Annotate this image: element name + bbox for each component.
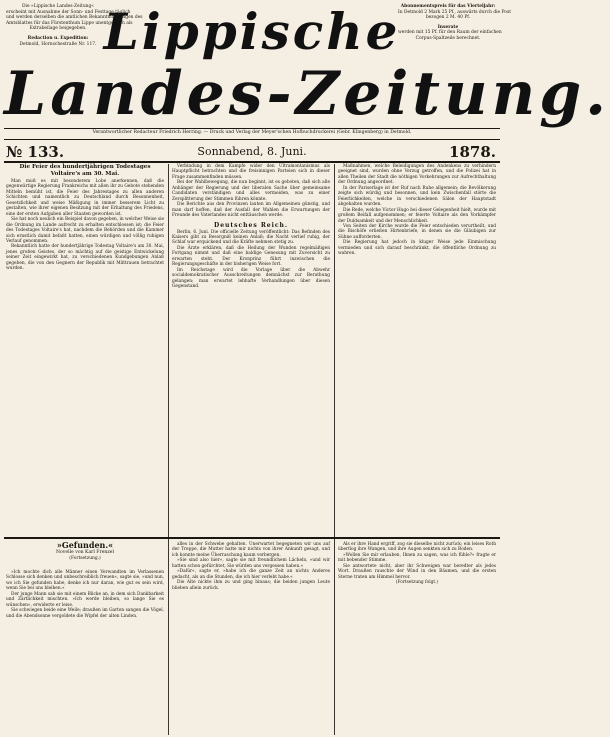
article-paragraph: Man muß es mit besonderem Lobe anerkennen, daß die gegenwärtige Regierung Frankreichs mit allen ihr zu Gebote stehenden Mitteln bemüht ist, die Feier des Jahrestages zu allen anderen Schichten und namentlich zu Deutschland durch Besonnenheit, Gesetzlichkeit und weise Mäßigung in immer besserem Licht zu gestalten, wie ihrer eigenen Besitzung mit der Erhaltung des Friedens, eine der ersten Aufgaben aller Staaten geworden ist. [6,179,164,217]
masthead-right-line: Abonnementspreis für das Vierteljahr: [400,4,496,9]
masthead-left-line: Extrabeilage beigegeben. [29,26,87,32]
feuilleton-continuation: (Fortsetzung.) [69,556,101,561]
feuilleton-subtitle: Novelle von Karl Frenzel [56,550,114,555]
feuilleton-title: »Gefunden.« [56,540,114,550]
masthead-left-line: Redaction u. Expedition: [27,35,89,41]
article-paragraph: Die Rede, welche Victor Hugo bei dieser Gelegenheit hielt, wurde mit großem Beifall aufgenommen; er feierte Voltaire als den Vorkämpfer der Duldsamkeit und der Menschlichkeit. [338,207,496,224]
feuilleton-column-2 [172,542,330,735]
article-paragraph: Verbindung in dem Kampfe wider den Ultramontanismus als Hauptpflicht betrachten und die freisinnigen Parteien sich in dieser Frage zusammenfinden müssen. [172,164,330,180]
issue-year: 1878. [449,143,496,161]
article-paragraph: Im Reichstage wird die Vorlage über die Abwehr socialdemokratischer Ausschreitungen demnächst zur Berathung gelangen; man erwartet lebhafte Verhandlungen über diesen Gegenstand. [172,267,330,290]
feuilleton-column-1 [6,570,164,735]
feuilleton-rule [4,537,500,539]
masthead-left-line: erscheint mit Ausnahme der Sonn- und Festtage täglich [6,9,131,15]
masthead-right-line: In Detmold 2 Mark 25 Pf., auswärts durch die Post [398,9,511,15]
feuilleton-paragraph: Sie antwortete nicht, aber ihr Schweigen war beredter als jedes Wort. Draußen rauschte der Wind in den Bäumen, und die ersten Sterne traten am Himmel hervor. [338,563,496,580]
article-paragraph: Die Ärzte erklären, daß die Heilung der Wunden regelmäßigen Fortgang nimmt und daß eine baldige Genesung mit Zuversicht zu erwarten steht. Der Kronprinz führt inzwischen die Regierungsgeschäfte in der bisherigen Weise fort. [172,245,330,268]
column-divider [168,164,169,735]
feuilleton-paragraph: Die Alte nickte ihm zu und ging hinaus; die beiden jungen Leute blieben allein zurück. [172,580,330,591]
article-paragraph: Maßnahmen, welche Beleidigungen des Andenkens zu verhindern geeignet sind, wurden ohne Verzug getroffen, und die Polizei hat in allen Theilen der Stadt die nöthigen Vorkehrungen zur Aufrechthaltung der Ordnung angeordnet. [338,164,496,186]
masthead-right-line: werden mit 15 Pf. für den Raum der einfachen [398,30,502,36]
newspaper-title-line2: Landes-Zeitung. [4,59,610,129]
masthead-left-line: Amtsblattes für das Fürstenthum Lippe unentgeltlich als [6,20,133,26]
masthead-left-line: Detmold, Hornschestraße Nr. 117. [19,41,97,47]
feuilleton-paragraph: Als er ihre Hand ergriff, zog sie dieselbe nicht zurück; ein leises Roth überflog ihre Wangen, und ihre Augen senkten sich zu Boden. [338,542,496,553]
issue-rule [4,161,500,163]
feuilleton-paragraph: »Ich mochte dich alle Männer einen Verwandten im Verlassenen Schlosse sich denken und unbeschreiblich freuen«, sagte sie, »und nun, wo ich Sie gefunden habe, denke ich nur daran, wie gut es sein wird, wenn Sie bei uns bleiben.« [6,570,164,592]
issue-date: Sonnabend, 8. Juni. [197,145,307,158]
newspaper-page [4,2,610,735]
section-heading-deutsches-reich: Deutsches Reich. [213,221,289,229]
masthead-right-line: Inserate [437,24,459,30]
feuilleton-paragraph: »Dafür«, sagte er, »habe ich die ganze Zeit an nichts Anderes gedacht, als an die Stunden, die ich hier verlebt habe.« [172,569,330,580]
masthead-right-line: Corpus-Spaltzeile berechnet. [415,35,481,41]
masthead-right-line: bezogen 2 M. 40 Pf. [425,15,471,21]
article-column-2 [172,164,330,534]
column-divider [334,164,335,735]
article-paragraph: Berlin, 6. Juni. Die officielle Zeitung veröffentlicht: Das Befinden des Kaisers gibt zu Besorgniß keinen Anlaß; die Nacht verlief ruhig, der Schlaf war erquickend und die Kräfte nehmen stetig zu. [172,229,330,246]
article-column-3 [338,164,496,534]
feuilleton-paragraph: Sie schwiegen beide eine Weile; draußen im Garten sangen die Vögel, und die Abendsonne vergoldete die Wipfel der alten Linden. [6,608,164,619]
article-heading: Die Feier des hundertjährigen Todestages Voltaire's am 30. Mai. [19,164,151,177]
feuilleton-paragraph: (Fortsetzung folgt.) [395,580,439,586]
article-paragraph: Die Regierung hat jedoch in kluger Weise jede Einmischung vermieden und sich darauf beschränkt, die öffentliche Ordnung zu wahren. [338,240,496,257]
masthead-left-line: Die »Lippische Landes-Zeitung« [22,4,94,9]
feuilleton-paragraph: »Wollen Sie mir erlauben, Ihnen zu sagen, was ich fühle?« fragte er mit bebender Stimme. [338,552,496,564]
feuilleton-column-3 [338,542,496,735]
article-paragraph: Von Seiten der Kirche wurde die Feier entschieden verurtheilt, und die Bischöfe erließen Hirtenbriefe, in denen sie die Gläubigen zur Sühne aufforderten. [338,223,496,240]
article-paragraph: Bei der Wahlbewegung, die nun beginnt, ist es geboten, daß sich alle Anhänger der Regierung und der liberalen Sache über gemeinsame Candidaten verständigen und alles vermeiden, was zu einer Zersplitterung der Stimmen führen könnte. [172,180,330,202]
newspaper-title-line1: Lippische [103,2,401,61]
article-paragraph: Die Berichte aus den Provinzen lauten im Allgemeinen günstig, und man darf hoffen, daß der Ausfall der Wahlen die Erwartungen der Freunde des Vaterlandes nicht enttäuschen werde. [172,202,330,219]
article-paragraph: Sie hat noch neulich ein Beispiel davon gegeben, in welcher Weise sie die Ordnung im Lande aufrecht zu erhalten entschlossen ist; die Feier des Todestages Voltaire's hat, nachdem die Behörden und die Kammer sich ernstlich damit befaßt hatten, einen würdigen und völlig ruhigen Verlauf genommen. [6,217,164,244]
feuilleton-paragraph: alles in der Schwebe gehalten. Unerwartet begegneten wir uns auf der Treppe, die Mutter hatte mir nichts von ihrer Ankunft gesagt, und ich konnte meine Überraschung kaum verbergen. [172,542,330,558]
issue-row [4,143,500,159]
masthead-left-line: und werden derselben die amtlichen Bekanntmachungen des [6,15,143,21]
feuilleton-paragraph: »Sie sind also hier«, sagte sie mit freundlichem Lächeln, »und wir hatten schon gefürchtet, Sie würden uns vergessen haben.« [172,558,330,569]
imprint-rule [4,139,500,140]
masthead-rule [4,128,500,129]
imprint-line: Verantwortlicher Redacteur Friedrich Herring. — Druck und Verlag der Meyer'schen Hofbuchdruckerei (Gebr. Klingenberg) in Detmold. [92,130,412,135]
article-paragraph: Bekanntlich hatte der hundertjährige Todestag Voltaire's am 30. Mai, jenes großen Geistes, der so mächtig auf die geistige Entwickelung seiner Zeit eingewirkt hat, zu verschiedenen Kundgebungen Anlaß gegeben, die von den Gegnern der Republik mit Mißtrauen betrachtet wurden. [6,244,164,272]
feuilleton-header [6,541,164,561]
issue-number: № 133. [6,143,65,161]
article-paragraph: In der Pariserlage ist der Ruf nach Ruhe allgemein; die Bevölkerung zeigte sich würdig und besonnen, und kein Zwischenfall störte die Feierlichkeiten, welche in verschiedenen Sälen der Hauptstadt abgehalten wurden. [338,185,496,208]
feuilleton-paragraph: Der junge Mann sah sie mit einem Blicke an, in dem sich Dankbarkeit und Zärtlichkeit mischten. »Ich werde bleiben, so lange Sie es wünschen«, erwiderte er leise. [6,591,164,608]
article-voltaire [6,164,164,534]
